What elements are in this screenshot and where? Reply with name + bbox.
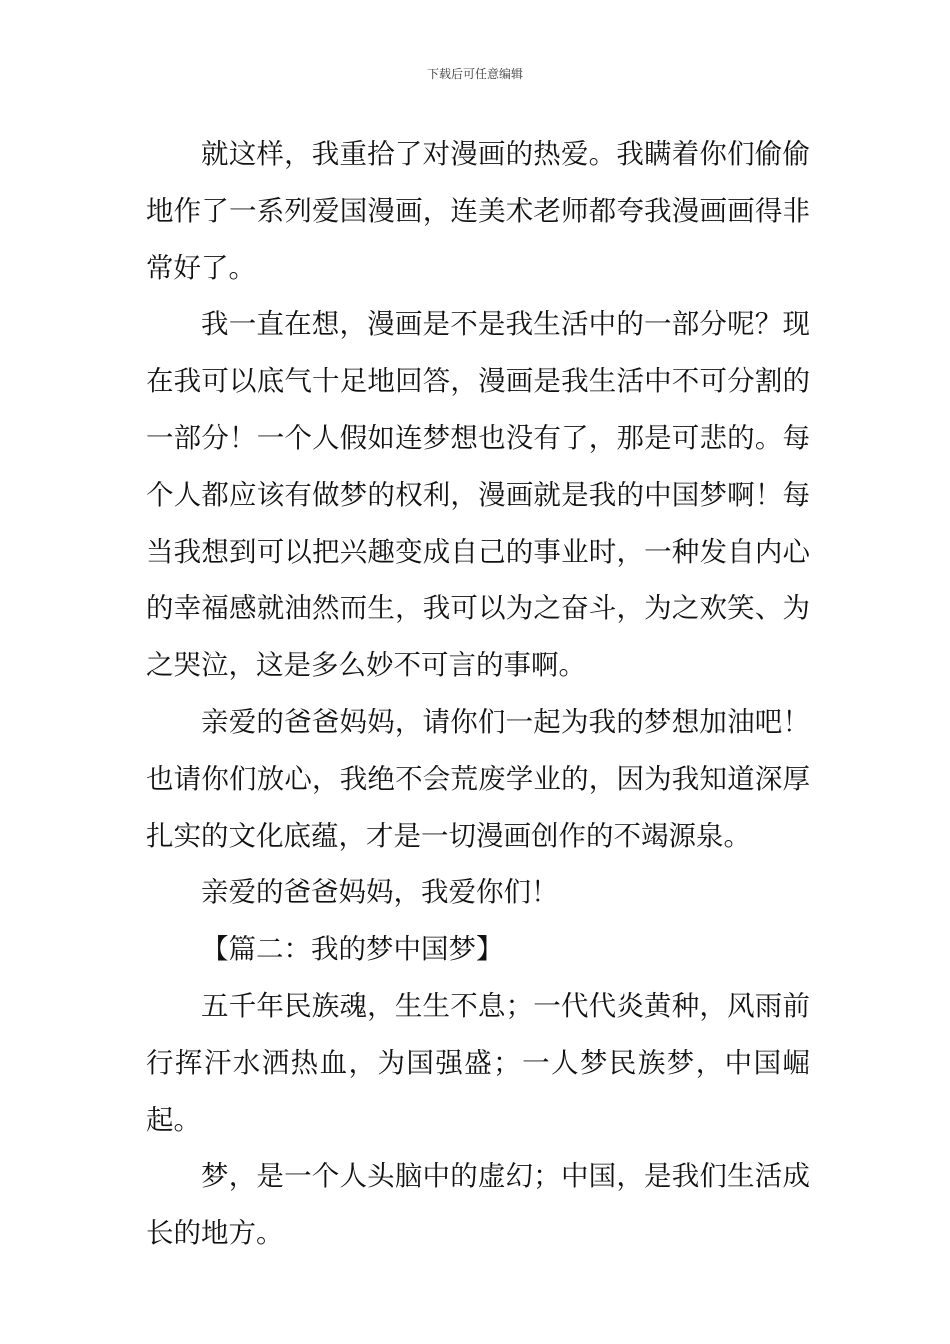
paragraph-1: 就这样，我重拾了对漫画的热爱。我瞒着你们偷偷地作了一系列爱国漫画，连美术老师都夸我漫画画得非常好了。 (146, 138, 810, 284)
paragraph-6: 梦，是一个人头脑中的虚幻；中国，是我们生活成长的地方。 (146, 1160, 810, 1250)
document-body (146, 126, 810, 1262)
paragraph-3: 亲爱的爸爸妈妈，请你们一起为我的梦想加油吧！也请你们放心，我绝不会荒废学业的，因为我知道深厚扎实的文化底蕴，才是一切漫画创作的不竭源泉。 (146, 705, 810, 852)
paragraph-5: 五千年民族魂，生生不息；一代代炎黄种，风雨前行挥汗水洒热血，为国强盛；一人梦民族梦，中国崛起。 (146, 989, 810, 1136)
page-header: 下载后可任意编辑 (426, 67, 523, 81)
paragraph-4: 亲爱的爸爸妈妈，我爱你们！ (201, 876, 559, 909)
paragraph-2: 我一直在想，漫画是不是我生活中的一部分呢？现在我可以底气十足地回答，漫画是我生活中不可分割的一部分！一个人假如连梦想也没有了，那是可悲的。每个人都应该有做梦的权利，漫画就是我的中国梦啊！每当我想到可以把兴趣变成自己的事业时，一种发自内心的幸福感就油然而生，我可以为之奋斗，为之欢笑、为之哭泣，这是多么妙不可言的事啊。 (146, 308, 810, 682)
section-title: 【篇二：我的梦中国梦】 (201, 933, 504, 966)
